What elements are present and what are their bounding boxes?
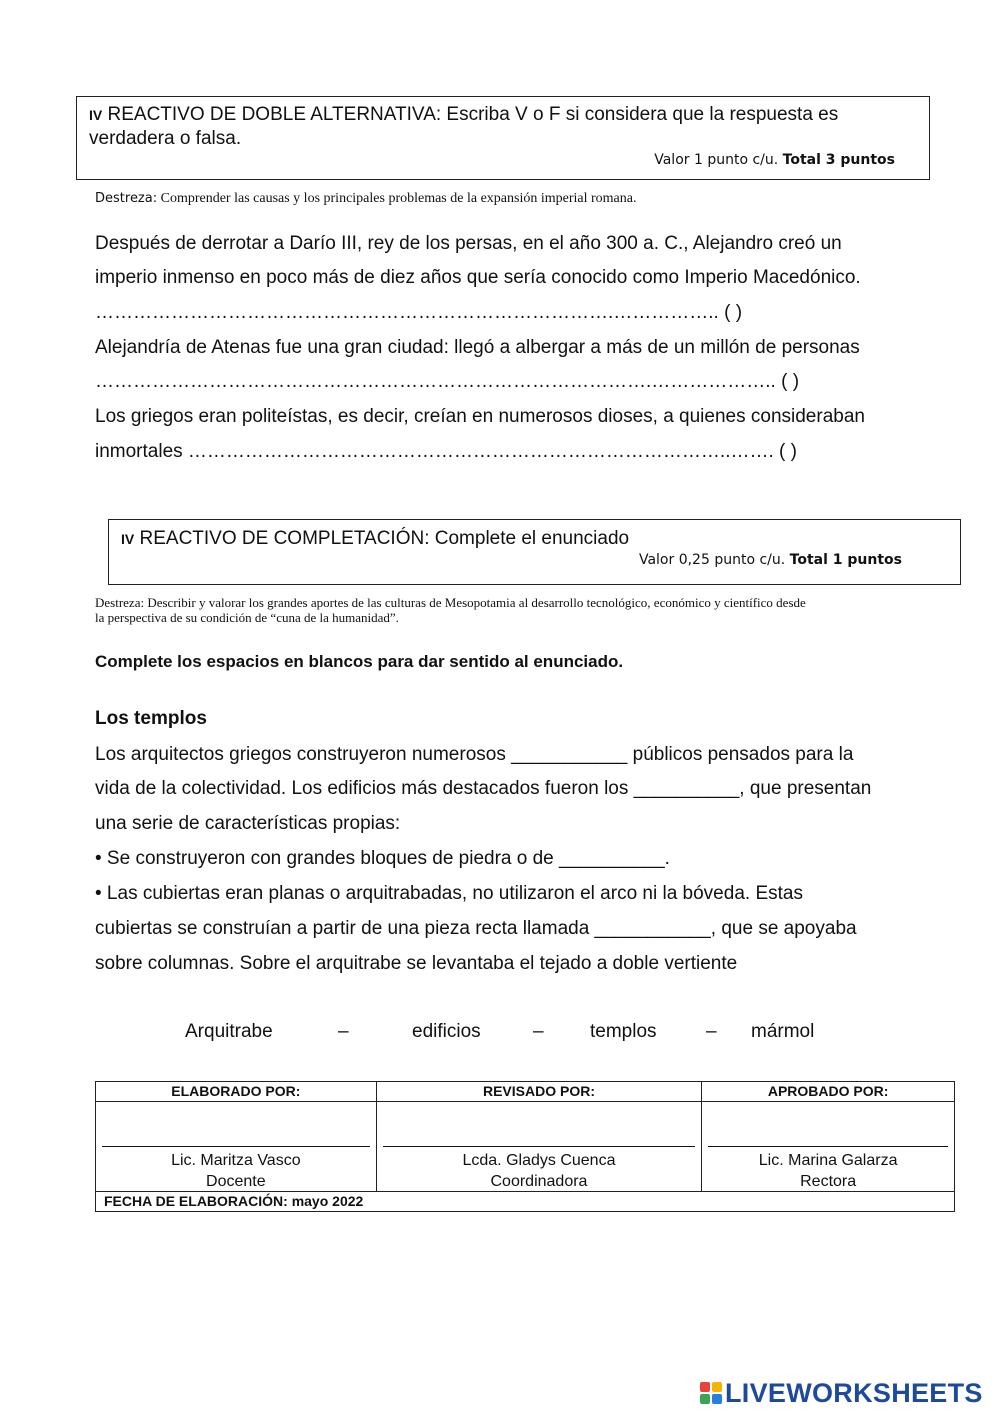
header-aprobado: APROBADO POR: (702, 1082, 955, 1102)
signer-name: Lcda. Gladys Cuenca (462, 1152, 616, 1169)
completion-line-1[interactable]: Los arquitectos griegos construyeron numerosos ___________ públicos pensados para la (95, 744, 854, 765)
tf-answer-1[interactable]: ……………………………………………………………………….…………….. ( ) (95, 302, 743, 323)
completion-line-3: una serie de características propias: (95, 813, 401, 834)
signature-table (95, 1081, 955, 1212)
signature-cell-rectora (702, 1102, 955, 1192)
word-bank-templos[interactable]: templos (590, 1021, 657, 1042)
completion-line-2[interactable]: vida de la colectividad. Los edificios más destacados fueron los __________, que presentan (95, 778, 872, 799)
liveworksheets-logo[interactable] (700, 1378, 983, 1408)
mark-square (712, 1394, 722, 1404)
section2-subtitle: Los templos (95, 708, 207, 729)
liveworksheets-wordmark: LIVEWORKSHEETS (725, 1377, 983, 1408)
tf-answer-3[interactable]: inmortales …………………………………………………………………………..……. ( ) (95, 441, 797, 462)
signature-line (708, 1146, 948, 1147)
word-bank-arquitrabe[interactable]: Arquitrabe (185, 1021, 273, 1042)
completion-line-6[interactable]: cubiertas se construían a partir de una pieza recta llamada ___________, que se apoyaba (95, 918, 857, 939)
section1-header-box (76, 96, 930, 180)
tf-line-3: Alejandría de Atenas fue una gran ciudad: llegó a albergar a más de un millón de personas (95, 337, 860, 358)
header-revisado: REVISADO POR: (376, 1082, 702, 1102)
tf-answer-2[interactable]: …………………………………………………………………………….……………….. ( ) (95, 371, 800, 392)
section1-title-line2: verdadera o falsa. (89, 128, 242, 149)
section2-destreza-1: Destreza: Describir y valorar los grandes aportes de las culturas de Mesopotamia al desarrollo tecnológico, económico y científico desde (95, 595, 806, 610)
signature-line (102, 1146, 370, 1147)
mark-square (700, 1382, 710, 1392)
signature-line (383, 1146, 696, 1147)
tf-line-4: Los griegos eran politeístas, es decir, creían en numerosos dioses, a quienes consideraban (95, 406, 865, 427)
fecha-elaboracion: FECHA DE ELABORACIÓN: mayo 2022 (96, 1192, 955, 1212)
section2-numeral: IV (121, 531, 135, 547)
section1-destreza: Destreza: Comprender las causas y los principales problemas de la expansión imperial romana. (95, 191, 637, 206)
section1-title: IV REACTIVO DE DOBLE ALTERNATIVA: Escriba V o F si considera que la respuesta es (89, 104, 839, 125)
signature-cell-docente (96, 1102, 377, 1192)
tf-line-2: imperio inmenso en poco más de diez años que sería conocido como Imperio Macedónico. (95, 267, 861, 288)
section2-header-box (108, 519, 961, 585)
completion-line-7: sobre columnas. Sobre el arquitrabe se levantaba el tejado a doble vertiente (95, 953, 738, 974)
section1-valor: Valor 1 punto c/u. Total 3 puntos (654, 152, 895, 168)
word-bank-edificios[interactable]: edificios (412, 1021, 481, 1042)
section1-numeral: IV (89, 107, 103, 123)
section2-destreza-2: la perspectiva de su condición de “cuna de la humanidad”. (95, 610, 399, 625)
liveworksheets-mark-icon (700, 1382, 722, 1404)
section2-instruction: Complete los espacios en blancos para dar sentido al enunciado. (95, 652, 624, 671)
word-bank-dash-3: – (706, 1021, 717, 1042)
signer-role: Rectora (800, 1173, 857, 1190)
mark-square (712, 1382, 722, 1392)
signer-role: Docente (206, 1173, 266, 1190)
mark-square (700, 1394, 710, 1404)
signer-name: Lic. Maritza Vasco (171, 1152, 301, 1169)
signer-name: Lic. Marina Galarza (758, 1152, 898, 1169)
word-bank-marmol[interactable]: mármol (751, 1021, 815, 1042)
section2-title: IV REACTIVO DE COMPLETACIÓN: Complete el enunciado (121, 528, 630, 549)
section2-valor: Valor 0,25 punto c/u. Total 1 puntos (638, 552, 902, 568)
header-elaborado: ELABORADO POR: (96, 1082, 377, 1102)
signature-cell-coordinadora (376, 1102, 702, 1192)
word-bank-dash-2: – (533, 1021, 544, 1042)
completion-line-5: • Las cubiertas eran planas o arquitrabadas, no utilizaron el arco ni la bóveda. Estas (95, 883, 803, 904)
signer-role: Coordinadora (490, 1173, 588, 1190)
completion-line-4[interactable]: • Se construyeron con grandes bloques de piedra o de __________. (95, 848, 670, 869)
tf-line-1: Después de derrotar a Darío III, rey de los persas, en el año 300 a. C., Alejandro creó un (95, 233, 842, 254)
word-bank-dash-1: – (338, 1021, 349, 1042)
